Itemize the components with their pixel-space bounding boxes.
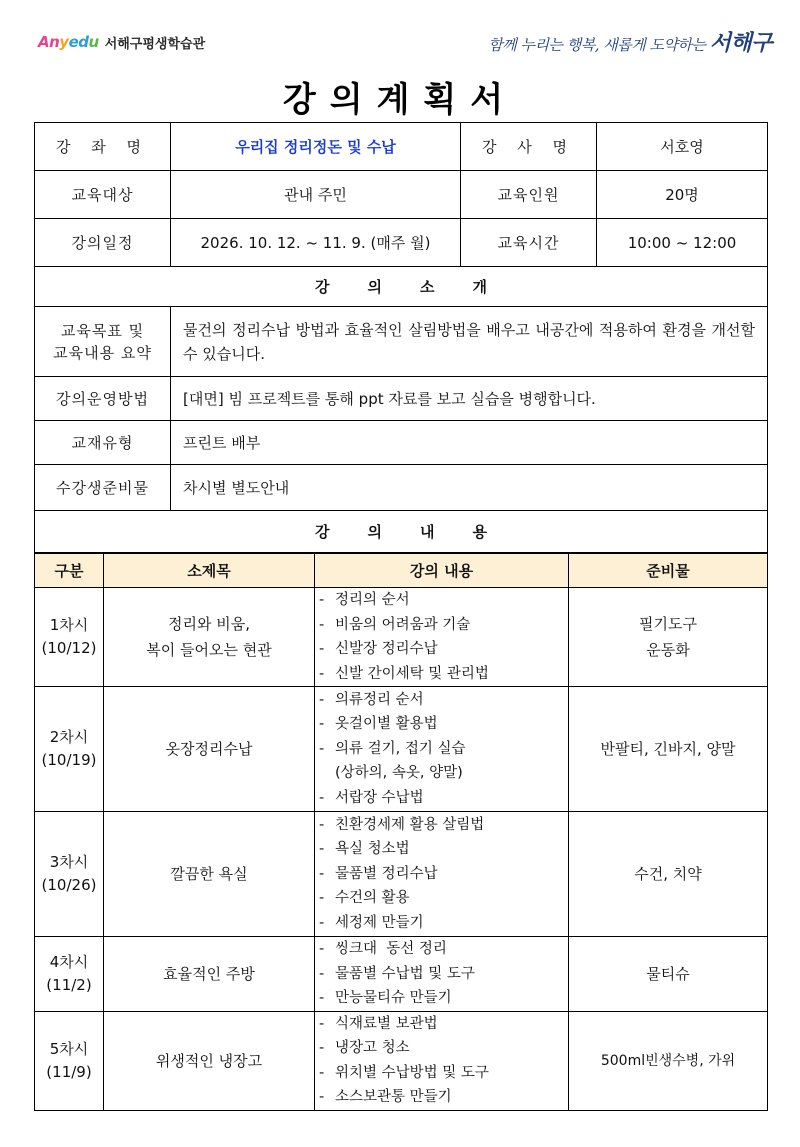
item-text: 위치별 수납방법 및 도구 xyxy=(335,1064,489,1081)
item-text: 서랍장 수납법 xyxy=(335,789,424,806)
list-item xyxy=(319,962,564,987)
bullet: - xyxy=(319,914,325,931)
list-item xyxy=(319,813,564,838)
table-row xyxy=(35,812,768,937)
table-row xyxy=(35,588,768,687)
goal-label-line2: 교육내용 요약 xyxy=(53,343,152,362)
logo-letters-1: An xyxy=(38,33,60,51)
list-item xyxy=(319,637,564,662)
target-label: 교육대상 xyxy=(35,171,171,219)
bullet: - xyxy=(319,941,325,957)
prep-item: 운동화 xyxy=(646,641,690,659)
bullet: - xyxy=(319,1089,325,1105)
prep-cell xyxy=(569,687,768,812)
session-cell xyxy=(35,812,104,937)
bullet: - xyxy=(319,1015,325,1032)
table-row xyxy=(35,937,768,1012)
prep-item: 반팔티, 긴바지, 양말 xyxy=(600,740,736,758)
bullet: - xyxy=(319,716,325,733)
capacity-label: 교육인원 xyxy=(461,171,597,219)
list-item xyxy=(319,588,564,613)
content-cell xyxy=(315,812,569,937)
content-cell xyxy=(315,687,569,812)
slogan-suffix: 서해구 xyxy=(709,30,772,56)
org-name: 서해구평생학습관 xyxy=(104,36,206,52)
list-item xyxy=(319,862,564,887)
item-text: 비움의 어려움과 기술 xyxy=(335,616,471,633)
session-cell xyxy=(35,687,104,812)
method-value: [대면] 빔 프로젝트를 통해 ppt 자료를 보고 실습을 병행합니다. xyxy=(171,377,768,421)
subject-cell xyxy=(104,1011,315,1110)
bullet: - xyxy=(319,789,325,806)
subject-cell xyxy=(104,812,315,937)
logo-letters-3: ed xyxy=(68,33,89,51)
page-title: 강의계획서 xyxy=(282,80,518,120)
list-item xyxy=(319,911,564,936)
time-label: 교육시간 xyxy=(461,219,597,267)
prep-cell xyxy=(569,937,768,1012)
subject-line: 정리와 비움, xyxy=(168,615,250,633)
bullet: - xyxy=(319,665,325,682)
list-item xyxy=(319,1061,564,1086)
session-date: (10/26) xyxy=(41,876,97,894)
subject-line: 옷장정리수납 xyxy=(165,740,253,758)
bullet: - xyxy=(319,691,325,708)
subject-line: 깔끔한 욕실 xyxy=(170,865,248,883)
course-info-table xyxy=(34,122,768,553)
item-text: 수건의 활용 xyxy=(335,890,410,907)
slogan-middle: 누리는 행복, 새롭게 도약하는 xyxy=(516,36,710,54)
bullet: - xyxy=(319,592,325,608)
list-item xyxy=(319,1036,564,1061)
session-date: (10/12) xyxy=(41,639,97,657)
session-number: 3차시 xyxy=(49,853,89,871)
table-row xyxy=(35,687,768,812)
list-item xyxy=(319,688,564,713)
session-cell xyxy=(35,1011,104,1110)
list-item xyxy=(319,837,564,862)
item-text: 친환경세제 활용 살림법 xyxy=(335,816,485,833)
method-label: 강의운영방법 xyxy=(35,377,171,421)
header-prep: 준비물 xyxy=(569,554,768,588)
item-text: 만능물티슈 만들기 xyxy=(335,990,452,1006)
prep-item: 필기도구 xyxy=(639,615,697,633)
item-text: 물품별 정리수납 xyxy=(335,865,438,882)
content-section-title: 강의내용 xyxy=(35,511,768,553)
item-text: 물품별 수납법 및 도구 xyxy=(335,965,475,982)
session-cell xyxy=(35,588,104,687)
slogan-prefix: 함께 xyxy=(488,36,517,54)
time-value: 10:00 ~ 12:00 xyxy=(597,219,768,267)
session-cell xyxy=(35,937,104,1012)
subject-cell xyxy=(104,937,315,1012)
session-date: (10/19) xyxy=(41,751,97,769)
session-date: (11/2) xyxy=(46,975,92,994)
goal-label xyxy=(35,307,171,377)
subject-cell xyxy=(104,687,315,812)
subject-line: 복이 들어오는 현관 xyxy=(146,641,272,659)
bullet: - xyxy=(319,841,325,858)
prep-cell xyxy=(569,1011,768,1110)
item-text: 세정제 만들기 xyxy=(335,914,424,931)
bullet: - xyxy=(319,1040,325,1056)
bullet: - xyxy=(319,865,325,882)
content-cell xyxy=(315,937,569,1012)
item-text: 소스보관통 만들기 xyxy=(335,1089,452,1105)
goal-value: 물건의 정리수납 방법과 효율적인 살림방법을 배우고 내공간에 적용하여 환경을 개선할 수 있습니다. xyxy=(171,307,768,377)
slogan xyxy=(488,26,772,57)
logo-mark xyxy=(38,33,99,51)
logo-letters-2: y xyxy=(59,33,69,51)
bullet: - xyxy=(319,1064,325,1081)
subject-line: 효율적인 주방 xyxy=(163,964,255,983)
supplies-label: 수강생준비물 xyxy=(35,465,171,511)
goal-label-line1: 교육목표 및 xyxy=(60,321,145,340)
list-item xyxy=(319,737,564,762)
list-item xyxy=(319,1012,564,1037)
header-subject: 소제목 xyxy=(104,554,315,588)
item-text: 신발 간이세탁 및 관리법 xyxy=(335,665,489,682)
schedule-value: 2026. 10. 12. ~ 11. 9. (매주 월) xyxy=(171,219,461,267)
material-label: 교재유형 xyxy=(35,421,171,465)
intro-section-title: 강의소개 xyxy=(35,267,768,307)
item-text: 욕실 청소법 xyxy=(335,841,410,858)
item-text: 정리의 순서 xyxy=(335,592,410,608)
session-number: 1차시 xyxy=(49,616,89,634)
lecture-plan-table xyxy=(34,553,768,1111)
course-name-label: 강 좌 명 xyxy=(35,123,171,171)
header-content: 강의 내용 xyxy=(315,554,569,588)
session-number: 4차시 xyxy=(49,952,89,971)
header-session: 구분 xyxy=(35,554,104,588)
item-text: (상하의, 속옷, 양말) xyxy=(335,765,463,782)
schedule-label: 강의일정 xyxy=(35,219,171,267)
bullet: - xyxy=(319,890,325,907)
list-item xyxy=(319,986,564,1011)
prep-item: 물티슈 xyxy=(646,964,690,983)
course-name-value: 우리집 정리정돈 및 수납 xyxy=(171,123,461,171)
item-text: 의류정리 순서 xyxy=(335,691,424,708)
prep-cell xyxy=(569,812,768,937)
capacity-value: 20명 xyxy=(597,171,768,219)
bullet: - xyxy=(319,965,325,982)
material-value: 프린트 배부 xyxy=(171,421,768,465)
supplies-value: 차시별 별도안내 xyxy=(171,465,768,511)
list-item xyxy=(319,662,564,687)
bullet: - xyxy=(319,816,325,833)
list-item xyxy=(319,1085,564,1110)
item-text: 옷걸이별 활용법 xyxy=(335,716,438,733)
session-date: (11/9) xyxy=(46,1062,92,1081)
item-text: 식재료별 보관법 xyxy=(335,1015,438,1032)
content-cell xyxy=(315,588,569,687)
lecturer-value: 서호영 xyxy=(597,123,768,171)
session-number: 2차시 xyxy=(49,728,89,746)
logo-letters-4: u xyxy=(88,33,99,51)
list-item xyxy=(319,712,564,737)
list-item xyxy=(319,886,564,911)
prep-item: 500ml빈생수병, 가위 xyxy=(600,1052,736,1069)
item-text: 의류 걸기, 접기 실습 xyxy=(335,740,466,757)
table-row xyxy=(35,1011,768,1110)
bullet: - xyxy=(319,641,325,657)
subject-line: 위생적인 냉장고 xyxy=(155,1051,263,1070)
target-value: 관내 주민 xyxy=(171,171,461,219)
content-cell xyxy=(315,1011,569,1110)
lecturer-label: 강 사 명 xyxy=(461,123,597,171)
bullet: - xyxy=(319,990,325,1006)
session-number: 5차시 xyxy=(49,1039,89,1058)
item-text: 신발장 정리수납 xyxy=(335,641,438,657)
list-item xyxy=(319,937,564,962)
bullet: - xyxy=(319,740,325,757)
item-text: 냉장고 청소 xyxy=(335,1040,410,1056)
item-text: 씽크대 동선 정리 xyxy=(335,941,447,957)
list-item xyxy=(319,786,564,811)
prep-cell xyxy=(569,588,768,687)
subject-cell xyxy=(104,588,315,687)
prep-item: 수건, 치약 xyxy=(634,865,702,883)
list-item xyxy=(319,761,564,786)
list-item xyxy=(319,613,564,638)
logo xyxy=(38,30,205,54)
bullet: - xyxy=(319,616,325,633)
